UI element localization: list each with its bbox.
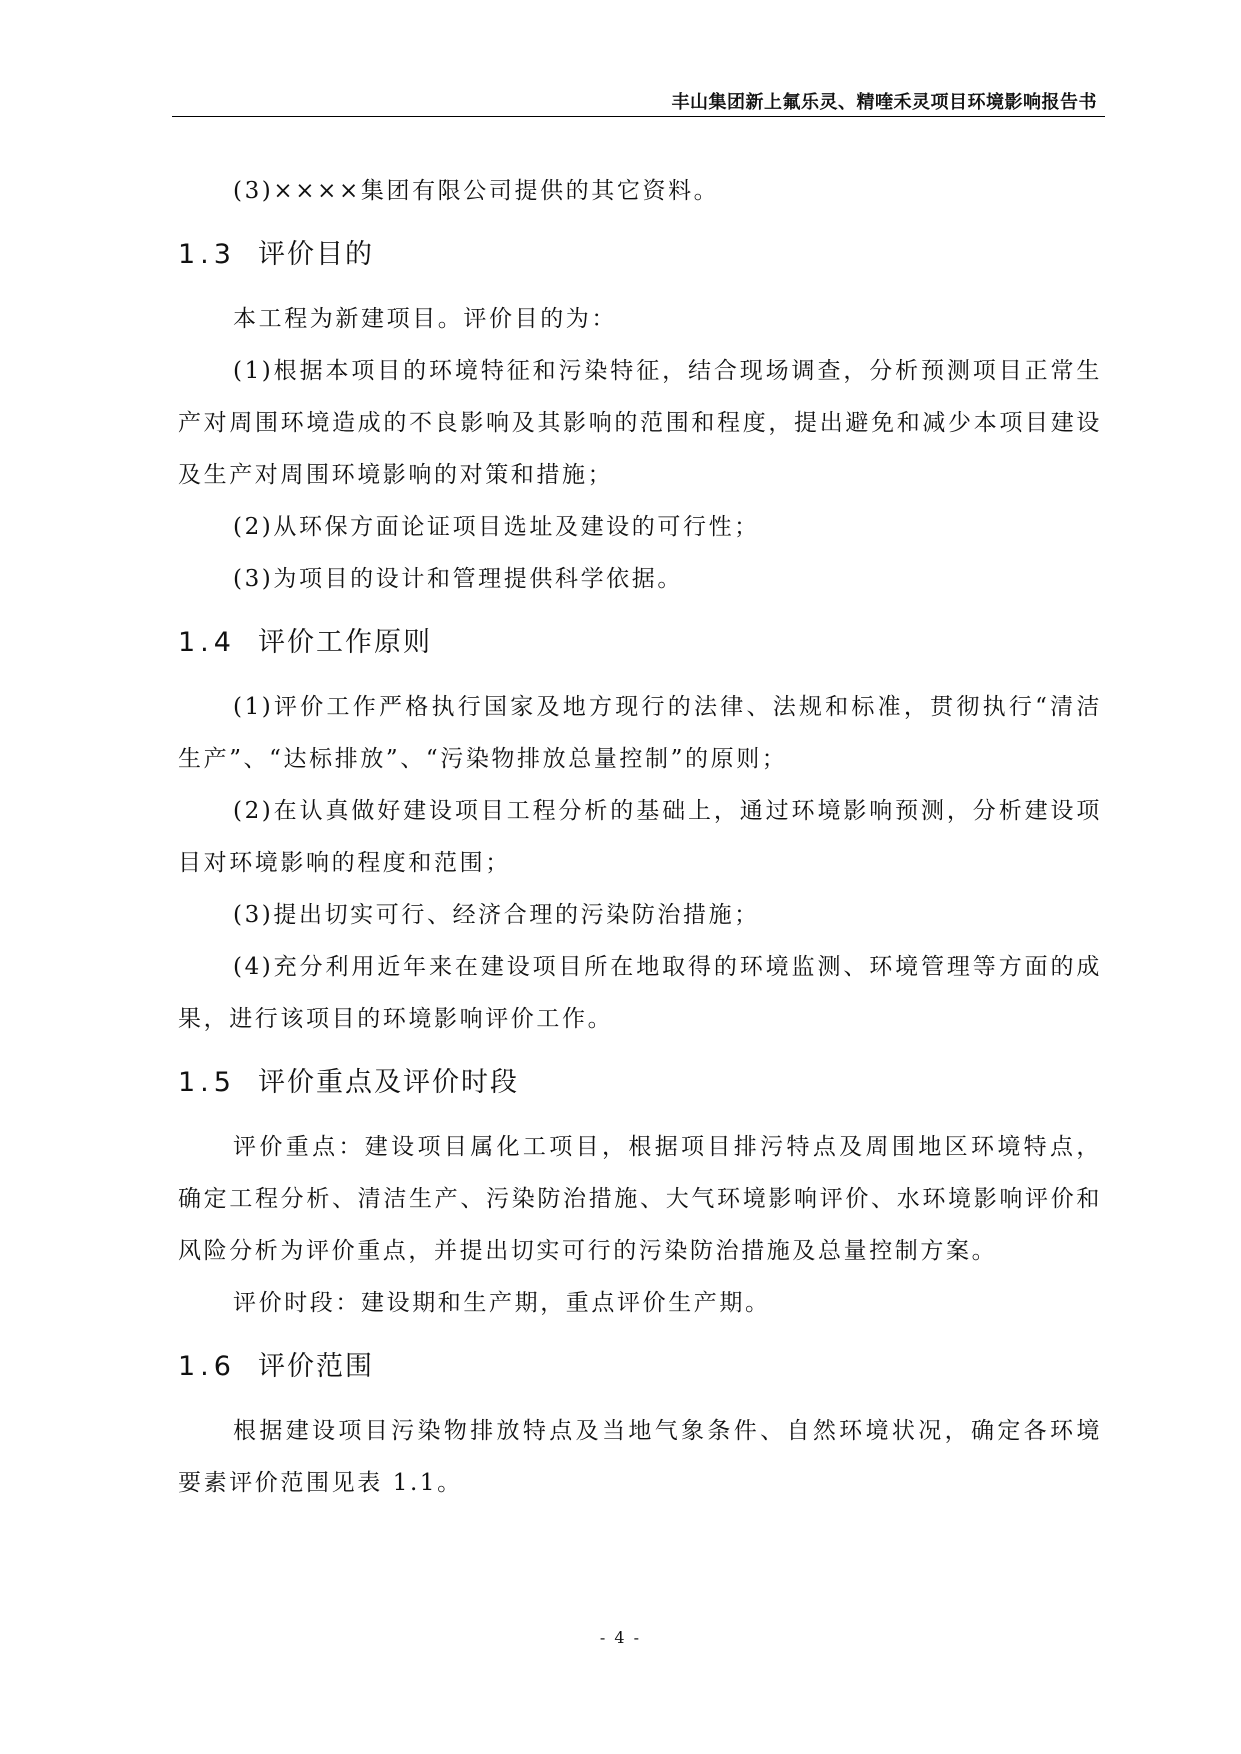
page-header (172, 80, 1105, 117)
paragraph: (3)提出切实可行、经济合理的污染防治措施； (233, 902, 760, 928)
document-body (178, 165, 1102, 1509)
section-number: 1.6 (178, 1351, 236, 1382)
section-number: 1.3 (178, 239, 236, 270)
section-title: 评价重点及评价时段 (258, 1067, 519, 1098)
page-number: - 4 - (599, 1628, 642, 1647)
section-number: 1.4 (178, 627, 236, 658)
section-title: 评价工作原则 (258, 627, 432, 658)
paragraph: (1)评价工作严格执行国家及地方现行的法律、法规和标准，贯彻执行“清洁生产”、“达标排放”、“污染物排放总量控制”的原则； (178, 694, 1102, 772)
paragraph: 评价时段：建设期和生产期，重点评价生产期。 (233, 1290, 771, 1316)
paragraph: (2)在认真做好建设项目工程分析的基础上，通过环境影响预测，分析建设项目对环境影响的程度和范围； (178, 798, 1102, 876)
document-title: 丰山集团新上氟乐灵、精喹禾灵项目环境影响报告书 (671, 92, 1097, 113)
paragraph: 本工程为新建项目。评价目的为： (233, 306, 617, 332)
paragraph: (4)充分利用近年来在建设项目所在地取得的环境监测、环境管理等方面的成果，进行该项目的环境影响评价工作。 (178, 954, 1102, 1032)
section-heading-1-5 (178, 1045, 1102, 1121)
paragraph: (2)从环保方面论证项目选址及建设的可行性； (233, 514, 760, 540)
paragraph: (3)为项目的设计和管理提供科学依据。 (233, 566, 683, 592)
paragraph: 根据建设项目污染物排放特点及当地气象条件、自然环境状况，确定各环境要素评价范围见表 1.1。 (178, 1418, 1102, 1496)
intro-paragraph: (3)××××集团有限公司提供的其它资料。 (233, 178, 720, 204)
section-title: 评价目的 (258, 239, 374, 270)
paragraph: 评价重点：建设项目属化工项目，根据项目排污特点及周围地区环境特点，确定工程分析、清洁生产、污染防治措施、大气环境影响评价、水环境影响评价和风险分析为评价重点，并提出切实可行的污染防治措施及总量控制方案。 (178, 1134, 1102, 1264)
paragraph: (1)根据本项目的环境特征和污染特征，结合现场调查，分析预测项目正常生产对周围环境造成的不良影响及其影响的范围和程度，提出避免和减少本项目建设及生产对周围环境影响的对策和措施； (178, 358, 1102, 488)
section-heading-1-6 (178, 1329, 1102, 1405)
section-heading-1-3 (178, 217, 1102, 293)
section-heading-1-4 (178, 605, 1102, 681)
section-number: 1.5 (178, 1067, 236, 1098)
section-title: 评价范围 (258, 1351, 374, 1382)
